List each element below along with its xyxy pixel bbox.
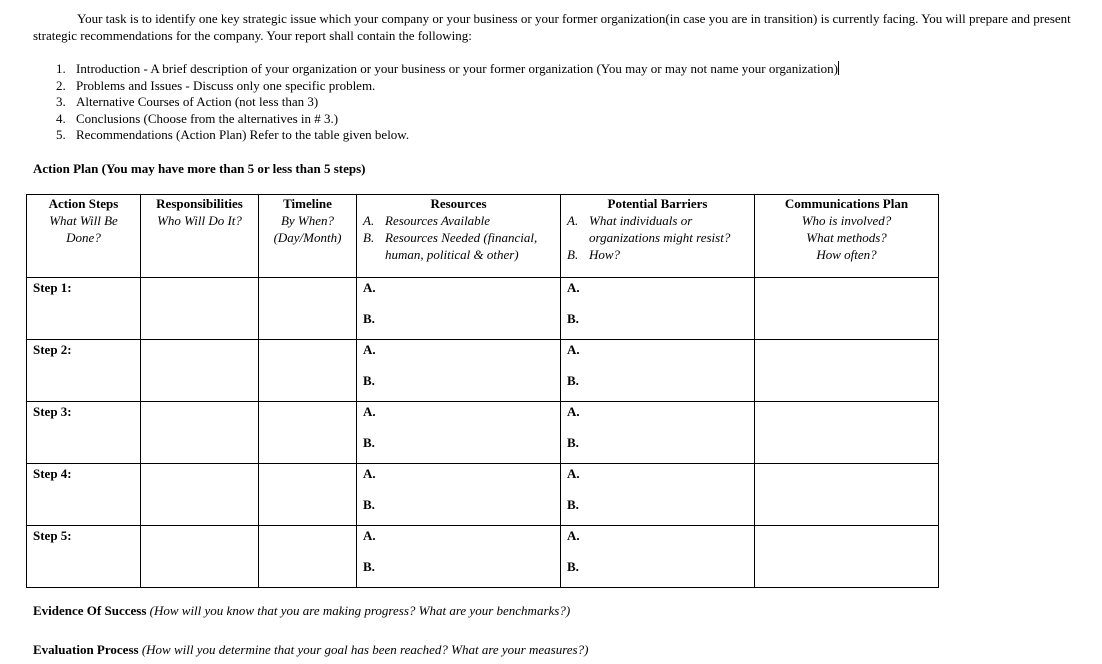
step-cell: Step 5: xyxy=(27,526,141,588)
table-row xyxy=(27,278,939,340)
table-row xyxy=(27,340,939,402)
barriers-cell: A. B. xyxy=(561,402,755,464)
list-item-text: Recommendations (Action Plan) Refer to the table given below. xyxy=(76,127,410,143)
evidence-label: Evidence Of Success xyxy=(33,603,147,618)
responsibilities-cell xyxy=(141,278,259,340)
table-row xyxy=(27,464,939,526)
timeline-cell xyxy=(259,402,357,464)
resources-cell: A. B. xyxy=(357,526,561,588)
evaluation-text: (How will you determine that your goal has been reached? What are your measures?) xyxy=(141,642,589,657)
intro-paragraph: Your task is to identify one key strategic issue which your company or your business or your former organization(in case you are in transition) is currently facing. You will prepare and present strategic recommendations for the company. Your report shall contain the following: xyxy=(33,11,1071,43)
responsibilities-cell xyxy=(141,340,259,402)
list-number: 3. xyxy=(56,94,66,110)
list-item-text: Alternative Courses of Action (not less than 3) xyxy=(76,94,319,110)
list-item-text: Problems and Issues - Discuss only one specific problem. xyxy=(76,77,376,93)
communications-cell xyxy=(755,340,939,402)
timeline-cell xyxy=(259,340,357,402)
evaluation-process xyxy=(33,642,588,658)
evidence-of-success xyxy=(33,603,570,619)
action-plan-title: Action Plan (You may have more than 5 or less than 5 steps) xyxy=(33,161,366,176)
list-number: 2. xyxy=(56,77,66,93)
timeline-cell xyxy=(259,464,357,526)
barriers-cell: A. B. xyxy=(561,340,755,402)
timeline-cell xyxy=(259,526,357,588)
list-item xyxy=(56,111,839,128)
requirements-list xyxy=(56,61,839,144)
list-item xyxy=(56,94,839,111)
communications-cell xyxy=(755,464,939,526)
timeline-cell xyxy=(259,278,357,340)
table-row xyxy=(27,526,939,588)
list-item-text: Introduction - A brief description of your organization or your business or your former organization (You may or may not name your organization) xyxy=(76,61,838,76)
responsibilities-cell xyxy=(141,464,259,526)
responsibilities-cell xyxy=(141,526,259,588)
resources-cell: A. B. xyxy=(357,464,561,526)
table-row xyxy=(27,402,939,464)
table-header-row xyxy=(27,195,939,278)
resources-cell: A. B. xyxy=(357,340,561,402)
header-action-steps: Action Steps What Will Be Done? xyxy=(27,195,141,278)
action-plan-table xyxy=(26,194,939,588)
resources-cell: A. B. xyxy=(357,278,561,340)
header-potential-barriers: Potential Barriers A. What individuals or organizations might resist? B. How? xyxy=(561,195,755,278)
header-responsibilities: Responsibilities Who Will Do It? xyxy=(141,195,259,278)
communications-cell xyxy=(755,526,939,588)
step-cell: Step 3: xyxy=(27,402,141,464)
list-number: 1. xyxy=(56,61,66,76)
step-cell: Step 2: xyxy=(27,340,141,402)
step-cell: Step 4: xyxy=(27,464,141,526)
evidence-text: (How will you know that you are making progress? What are your benchmarks?) xyxy=(149,603,571,618)
communications-cell xyxy=(755,402,939,464)
header-resources: Resources A. Resources Available B. Resources Needed (financial, human, political & other) xyxy=(357,195,561,278)
list-item-text: Conclusions (Choose from the alternatives in # 3.) xyxy=(76,110,339,126)
text-cursor xyxy=(838,61,839,75)
barriers-cell: A. B. xyxy=(561,464,755,526)
list-item xyxy=(56,78,839,95)
step-cell: Step 1: xyxy=(27,278,141,340)
barriers-cell: A. B. xyxy=(561,278,755,340)
header-timeline: Timeline By When? (Day/Month) xyxy=(259,195,357,278)
list-number: 4. xyxy=(56,110,66,126)
list-number: 5. xyxy=(56,127,66,143)
barriers-cell: A. B. xyxy=(561,526,755,588)
evaluation-label: Evaluation Process xyxy=(33,642,139,657)
list-item xyxy=(56,127,839,144)
list-item xyxy=(56,61,839,78)
communications-cell xyxy=(755,278,939,340)
header-communications-plan: Communications Plan Who is involved? What methods? How often? xyxy=(755,195,939,278)
responsibilities-cell xyxy=(141,402,259,464)
resources-cell: A. B. xyxy=(357,402,561,464)
